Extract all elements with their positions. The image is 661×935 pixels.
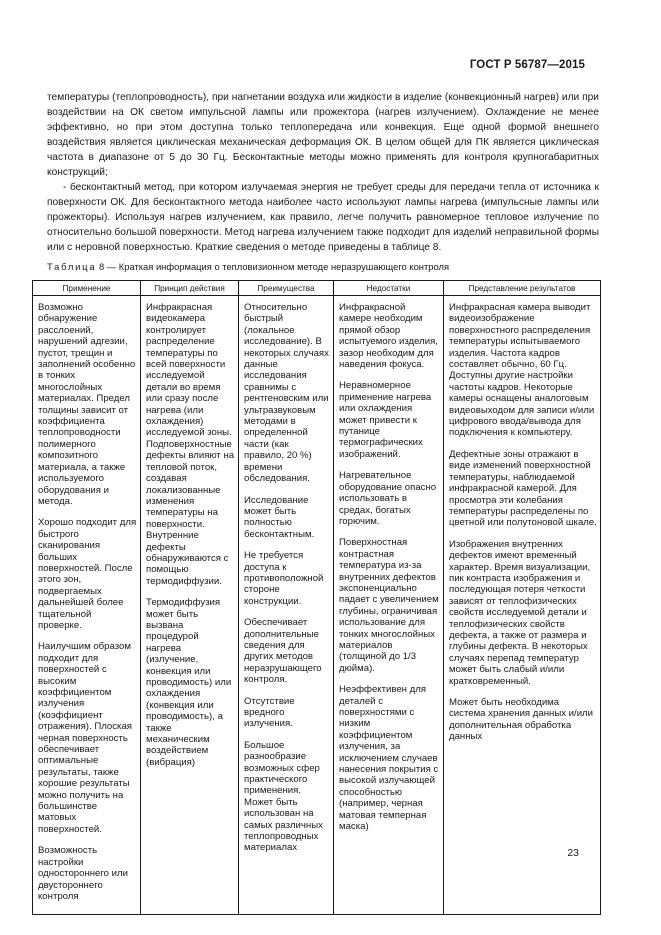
cell-paragraph: Неравномерное применение нагрева или охлаждения может привести к путанице термографических изображений. <box>339 380 432 460</box>
cell-paragraph: Инфракрасной камере необходим прямой обзор испытуемого изделия, зазор необходим для наведения фокуса. <box>339 302 438 371</box>
table-header-row <box>33 281 601 296</box>
cell-paragraph: Возможность настройки одностороннего или двустороннего контроля <box>38 845 128 902</box>
paragraph-1: температуры (теплопроводность), при нагнетании воздуха или жидкости в изделие (конвекционный нагрев) или при воздействии на ОК светом импульсной лампы или прожектора (нагрев излучением). Охлаждение не менее эффективно, но при этом доступна только теплопередача или конвекция. Еще одной формой внешнего воздействия является циклическая механическая деформация ОК. В целом общей для ПК является циклическая частота в диапазоне от 5 до 30 Гц. Бесконтактные методы можно применять для контроля крупногабаритных конструкций; <box>47 92 599 178</box>
cell-paragraph: Относительно быстрый (локальное исследование). В некоторых случаях данные исследования сравнимы с рентгеновским или ультразвуковым методами в определенной части (как правило, 20 %) времени обследования. <box>244 302 329 485</box>
cell-paragraph: Наилучшим образом подходит для поверхностей с высоким коэффициентом излучения (коэффициент отражения). Плоская черная поверхность обеспечивает оптимальные результаты, также хорошие результаты можно получить на большинстве матовых поверхностей. <box>38 641 132 835</box>
col-header-disadvantages: Недостатки <box>334 281 444 296</box>
cell-principle <box>141 296 239 915</box>
page-number: 23 <box>567 847 579 859</box>
cell-paragraph: Исследование может быть полностью бесконтактным. <box>244 494 315 540</box>
cell-paragraph: Возможно обнаружение расслоений, нарушений адгезии, пустот, трещин и заполнений особенно в тонких многослойных материалах. Предел толщины зависит от коэффициента теплопроводности полимерного композитного материала, а также используемого оборудования и метода. <box>38 302 136 507</box>
col-header-principle: Принцип действия <box>141 281 239 296</box>
cell-paragraph: Инфракрасная камера выводит видеоизображение поверхностного распределения температуры испытываемого изделия. Частота кадров составляет обычно, 60 Гц. Доступны другие настройки частоты кадров. Некоторые камеры оснащены аналоговым видеовыходом для записи и/или цифрового ввода/вывода для подключения к компьютеру. <box>449 302 595 439</box>
cell-paragraph: Отсутствие вредного излучения. <box>244 695 295 730</box>
table-caption-label: Таблица <box>47 261 97 272</box>
col-header-advantages: Преимущества <box>239 281 334 296</box>
cell-advantages <box>239 296 334 915</box>
cell-disadvantages <box>334 296 444 915</box>
cell-paragraph: Может быть необходима система хранения данных и/или дополнительная обработка данных <box>449 697 594 743</box>
cell-application <box>33 296 141 915</box>
table-caption <box>47 261 449 272</box>
cell-paragraph: Обеспечивает дополнительные сведения для других методов неразрушающего контроля. <box>244 617 322 686</box>
table-row <box>33 296 601 915</box>
cell-paragraph: Термодиффузия может быть вызвана процедурой нагрева (излучение, конвекция или проводимость) или охлаждения (конвекция или проводимость), а также механическим воздействием (вибрация) <box>146 597 232 768</box>
cell-paragraph: Изображения внутренних дефектов имеют временный характер. Время визуализации, пик контраста изображения и последующая потеря четкости зависят от теплофизических свойств исследуемой детали и теплофизических свойств дефекта, а также от размера и глубины дефекта. В некоторых случаях перепад температур может быть слабый и/или кратковременный. <box>449 538 591 687</box>
col-header-application: Применение <box>33 281 141 296</box>
cell-paragraph: Неэффективен для деталей с поверхностями с низким коэффициентом излучения, за исключением случаев нанесения покрытия с высокой излучающей способностью (например, черная матовая темперная маска) <box>339 684 439 833</box>
col-header-results: Представление результатов <box>444 281 601 296</box>
paragraph-2: - бесконтактный метод, при котором излучаемая энергия не требует среды для передачи тепла от источника к поверхности ОК. Для бесконтактного метода наиболее часто используют лампы нагрева (импульсные лампы или прожекторы). Используя нагрев излучением, как правило, легче получить равномерное тепловое излучение по относительно большой поверхности. Метод нагрева излучением также подходит для изделий неправильной формы или с неровной поверхностью. Краткие сведения о методе приведены в таблице 8. <box>47 182 600 253</box>
cell-paragraph: Дефектные зоны отражают в виде изменений поверхностной температуры, наблюдаемой инфракрасной камерой. Для просмотра эти колебания температуры распределены по цветной или полутоновой шкале. <box>449 448 597 529</box>
cell-paragraph: Хорошо подходит для быстрого сканирования больших поверхностей. После этого зон, подвергаемых дальнейшей более тщательной проверке. <box>38 517 137 631</box>
cell-results <box>444 296 601 915</box>
cell-paragraph: Не требуется доступа к противоположной стороне конструкции. <box>244 550 324 607</box>
document-header: ГОСТ Р 56787—2015 <box>469 59 585 71</box>
cell-paragraph: Большое разнообразие возможных сфер практического применения. Может быть использован на самых различных теплопроводных материалах <box>244 739 323 854</box>
table-caption-title: 8 — Краткая информация о тепловизионном методе неразрушающего контроля <box>98 261 450 272</box>
body-text <box>47 90 599 255</box>
cell-paragraph: Поверхностная контрастная температура из-за внутренних дефектов экспоненциально падает с увеличением глубины, ограничивая использование для тонких многослойных материалов (толщиной до 1/3 дюйма). <box>339 537 439 674</box>
cell-paragraph: Инфракрасная видеокамера контролирует распределение температуры по всей поверхности исследуемой детали во время или сразу после нагрева (или охлаждения) исследуемой зоны. Подповерхностные дефекты влияют на тепловой поток, создавая локализованные изменения температуры на поверхности. Внутренние дефекты обнаруживаются с помощью термодиффузии. <box>146 302 235 587</box>
cell-paragraph: Нагревательное оборудование опасно использовать в средах, богатых горючим. <box>339 470 437 527</box>
table-8 <box>32 280 601 915</box>
